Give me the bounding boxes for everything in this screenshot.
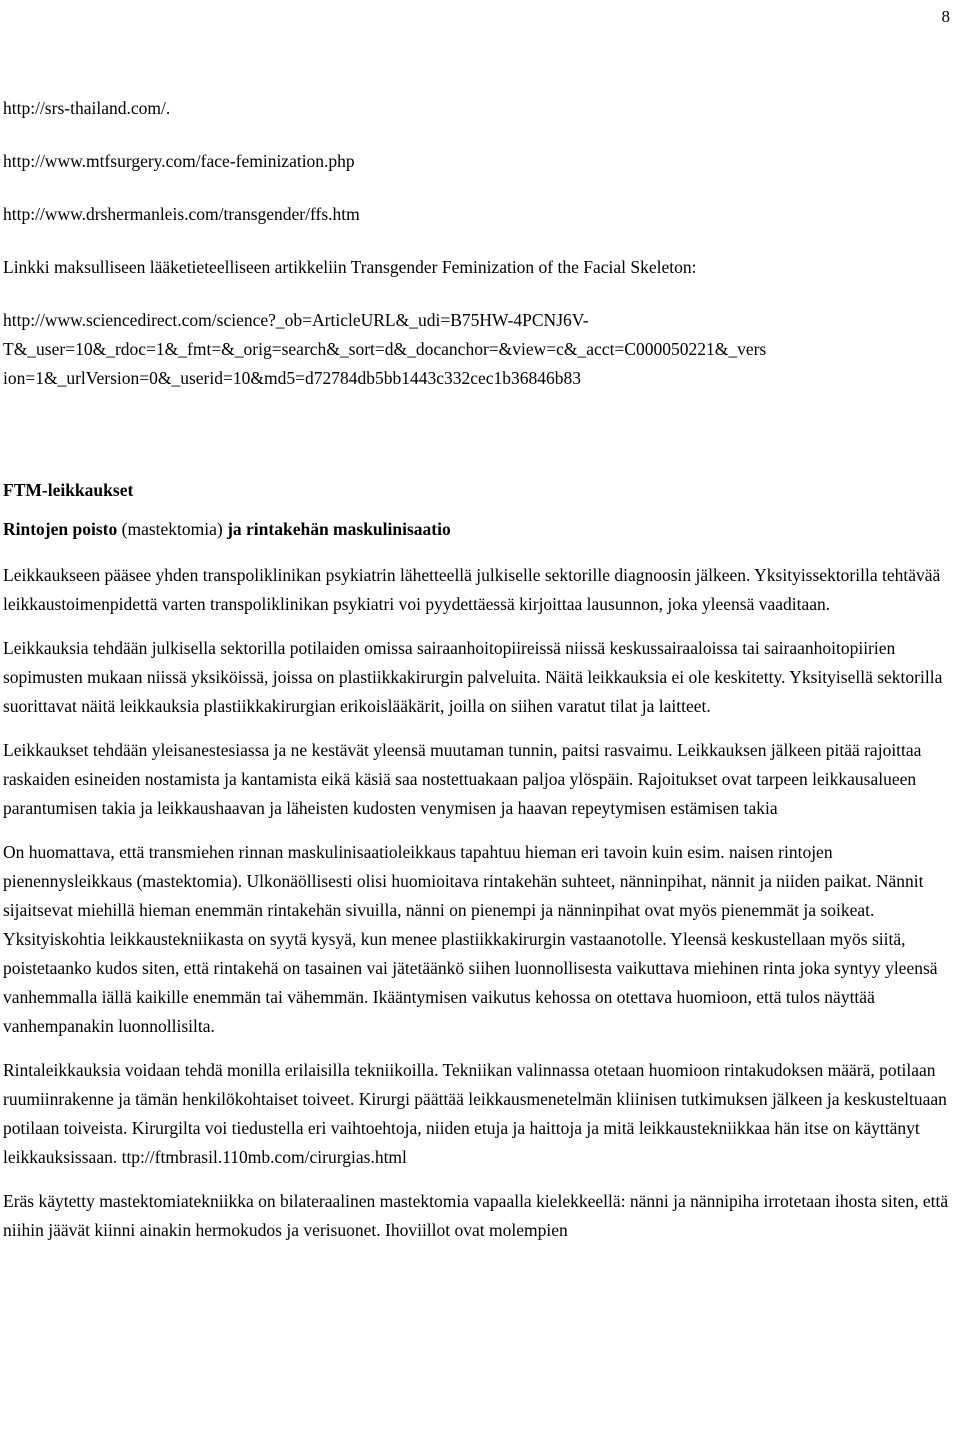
paragraph-4: On huomattava, että transmiehen rinnan maskulinisaatioleikkaus tapahtuu hieman eri tavoin kuin esim. naisen rintojen pienennysleikkaus (mastektomia). Ulkonäöllisesti olisi huomioitava rintakehän suhteet, nänninpihat, nännit ja niiden paikat. Nännit sijaitsevat miehillä hieman enemmän rintakehän sivuilla, nänni on pienempi ja nänninpihat ovat myös pienemmät ja soikeat. Yksityiskohtia leikkaustekniikasta on syytä kysyä, kun menee plastiikkakirurgin vastaanotolle. Yleensä keskustellaan myös siitä, poistetaanko kudos siten, että rintakehä on tasainen vai jätetäänkö siihen luonnollisesta vaikuttava miehinen rinta joka syntyy yleensä vanhemmalla iällä kaikille enemmän tai vähemmän. Ikääntymisen vaikutus kehossa on otettava huomioon, että tulos näyttää vanhempanakin luonnollisilta. — [3, 842, 938, 1036]
link-drshermanleis[interactable]: http://www.drshermanleis.com/transgender/ffs.htm — [3, 204, 360, 224]
subheading-part-1: Rintojen poisto — [3, 519, 118, 539]
paragraph-5: Rintaleikkauksia voidaan tehdä monilla erilaisilla tekniikoilla. Tekniikan valinnassa otetaan huomioon rintakudoksen määrä, potilaan ruumiinrakenne ja tämän henkilökohtaiset toiveet. Kirurgi päättää leikkausmenetelmän kliinisen tutkimuksen jälkeen ja keskusteltuaan potilaan toiveista. Kirurgilta voi tiedustella eri vaihtoehtoja, niiden etuja ja haittoja ja mitä leikkaustekniikkaa hän itse on käyttänyt leikkauksissaan. ttp://ftmbrasil.110mb.com/cirurgias.html — [3, 1060, 947, 1167]
link-mtfsurgery[interactable]: http://www.mtfsurgery.com/face-feminization.php — [3, 151, 355, 171]
url-line-1: http://www.sciencedirect.com/science?_ob=ArticleURL&_udi=B75HW-4PCNJ6V- — [3, 310, 589, 330]
document-body — [3, 94, 955, 1260]
subheading — [3, 515, 955, 544]
link-srs-thailand[interactable]: http://srs-thailand.com/. — [3, 98, 171, 118]
paragraph-3: Leikkaukset tehdään yleisanestesiassa ja ne kestävät yleensä muutaman tunnin, paitsi rasvaimu. Leikkauksen jälkeen pitää rajoittaa raskaiden esineiden nostamista ja kantamista eikä käsiä saa nostettuakaan paljoa ylöspäin. Rajoitukset ovat tarpeen leikkausalueen parantumisen takia ja leikkaushaavan ja läheisten kudosten venymisen ja haavan repeytymisen estämisen takia — [3, 740, 922, 818]
subheading-part-2: (mastektomia) — [117, 519, 228, 539]
subheading-part-3: ja rintakehän maskulinisaatio — [227, 519, 451, 539]
url-line-2: T&_user=10&_rdoc=1&_fmt=&_orig=search&_sort=d&_docanchor=&view=c&_acct=C000050221&_vers — [3, 339, 767, 359]
paragraph-2: Leikkauksia tehdään julkisella sektorilla potilaiden omissa sairaanhoitopiireissä niissä keskussairaaloissa tai sairaanhoitopiirien sopimusten mukaan niissä yksiköissä, joissa on plastiikkakirurgin palveluita. Näitä leikkauksia ei ole keskitetty. Yksityisellä sektorilla suorittavat näitä leikkauksia plastiikkakirurgian erikoislääkärit, joilla on siihen varatut tilat ja laitteet. — [3, 638, 943, 716]
article-link-intro: Linkki maksulliseen lääketieteelliseen artikkeliin Transgender Feminization of the Facial Skeleton: — [3, 257, 697, 277]
page-number: 8 — [941, 7, 950, 26]
paragraph-1: Leikkaukseen pääsee yhden transpoliklinikan psykiatrin lähetteellä julkiselle sektorille diagnoosin jälkeen. Yksityissektorilla tehtävää leikkaustoimenpidettä varten transpoliklinikan psykiatri voi pyydettäessä kirjoittaa lausunnon, joka yleensä vaaditaan. — [3, 565, 941, 614]
paragraph-6: Eräs käytetty mastektomiatekniikka on bilateraalinen mastektomia vapaalla kielekkeellä: nänni ja nännipiha irrotetaan ihosta siten, että niihin jäävät kiinni ainakin hermokudos ja verisuonet. Ihoviillot ovat molempien — [3, 1191, 949, 1240]
sciencedirect-url[interactable] — [3, 306, 955, 393]
section-heading: FTM-leikkaukset — [3, 480, 134, 500]
url-line-3: ion=1&_urlVersion=0&_userid=10&md5=d72784db5bb1443c332cec1b36846b83 — [3, 368, 582, 388]
